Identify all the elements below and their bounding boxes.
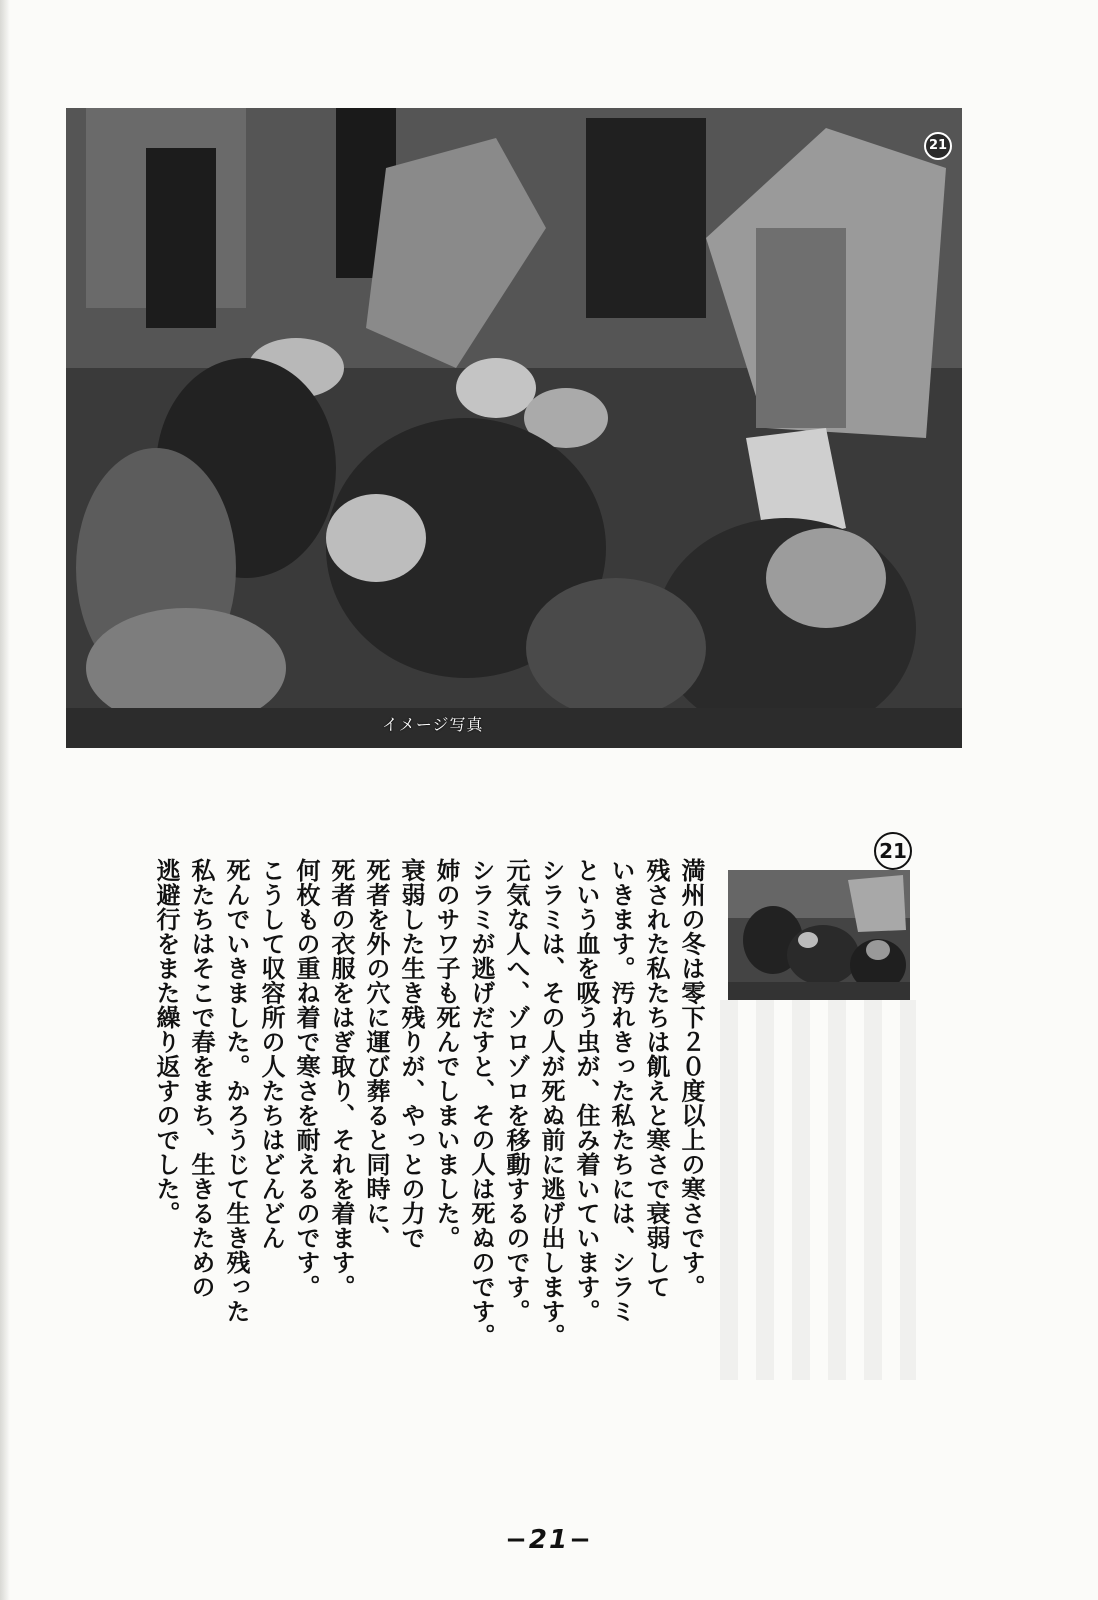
thumbnail-illustration [728, 870, 910, 1000]
story-line-6: 元気な人へ、ゾロゾロを移動するのです。 [502, 858, 530, 1324]
story-line-7: シラミが逃げだすと、その人は死ぬのです。 [467, 858, 495, 1348]
story-line-2: 残された私たちは飢えと寒さで衰弱して [642, 858, 670, 1299]
story-line-9: 衰弱した生き残りが、やっとの力で [397, 858, 425, 1250]
story-line-13: こうして収容所の人たちはどんどん [257, 858, 285, 1250]
story-line-12: 何枚もの重ね着で寒さを耐えるのです。 [292, 858, 320, 1299]
story-line-1: 満州の冬は零下２０度以上の寒さです。 [677, 858, 705, 1299]
story-line-3: いきます。汚れきった私たちには、シラミ [607, 858, 635, 1324]
thumbnail-photo [728, 870, 910, 1000]
story-line-11: 死者の衣服をはぎ取り、それを着ます。 [327, 858, 355, 1299]
story-line-10: 死者を外の穴に運び葬ると同時に、 [362, 858, 390, 1250]
photo-number-badge: 21 [924, 132, 952, 160]
page-number: −21− [505, 1525, 593, 1555]
photo-illustration [66, 108, 962, 748]
story-text [148, 858, 708, 1418]
story-line-5: シラミは、その人が死ぬ前に逃げ出します。 [537, 858, 565, 1348]
page-edge-shadow [0, 0, 10, 1600]
story-line-15: 私たちはそこで春をまち、生きるための [187, 858, 215, 1299]
story-line-14: 死んでいきました。かろうじて生き残った [222, 858, 250, 1324]
story-line-4: という血を吸う虫が、住み着いています。 [572, 858, 600, 1324]
bleed-through-shadow [720, 1000, 916, 1380]
main-photo [66, 108, 962, 748]
thumbnail-number: 21 [874, 832, 912, 870]
story-line-8: 姉のサワ子も死んでしまいました。 [432, 858, 460, 1250]
story-line-16: 逃避行をまた繰り返すのでした。 [152, 858, 180, 1226]
photo-caption: イメージ写真 [382, 715, 484, 734]
